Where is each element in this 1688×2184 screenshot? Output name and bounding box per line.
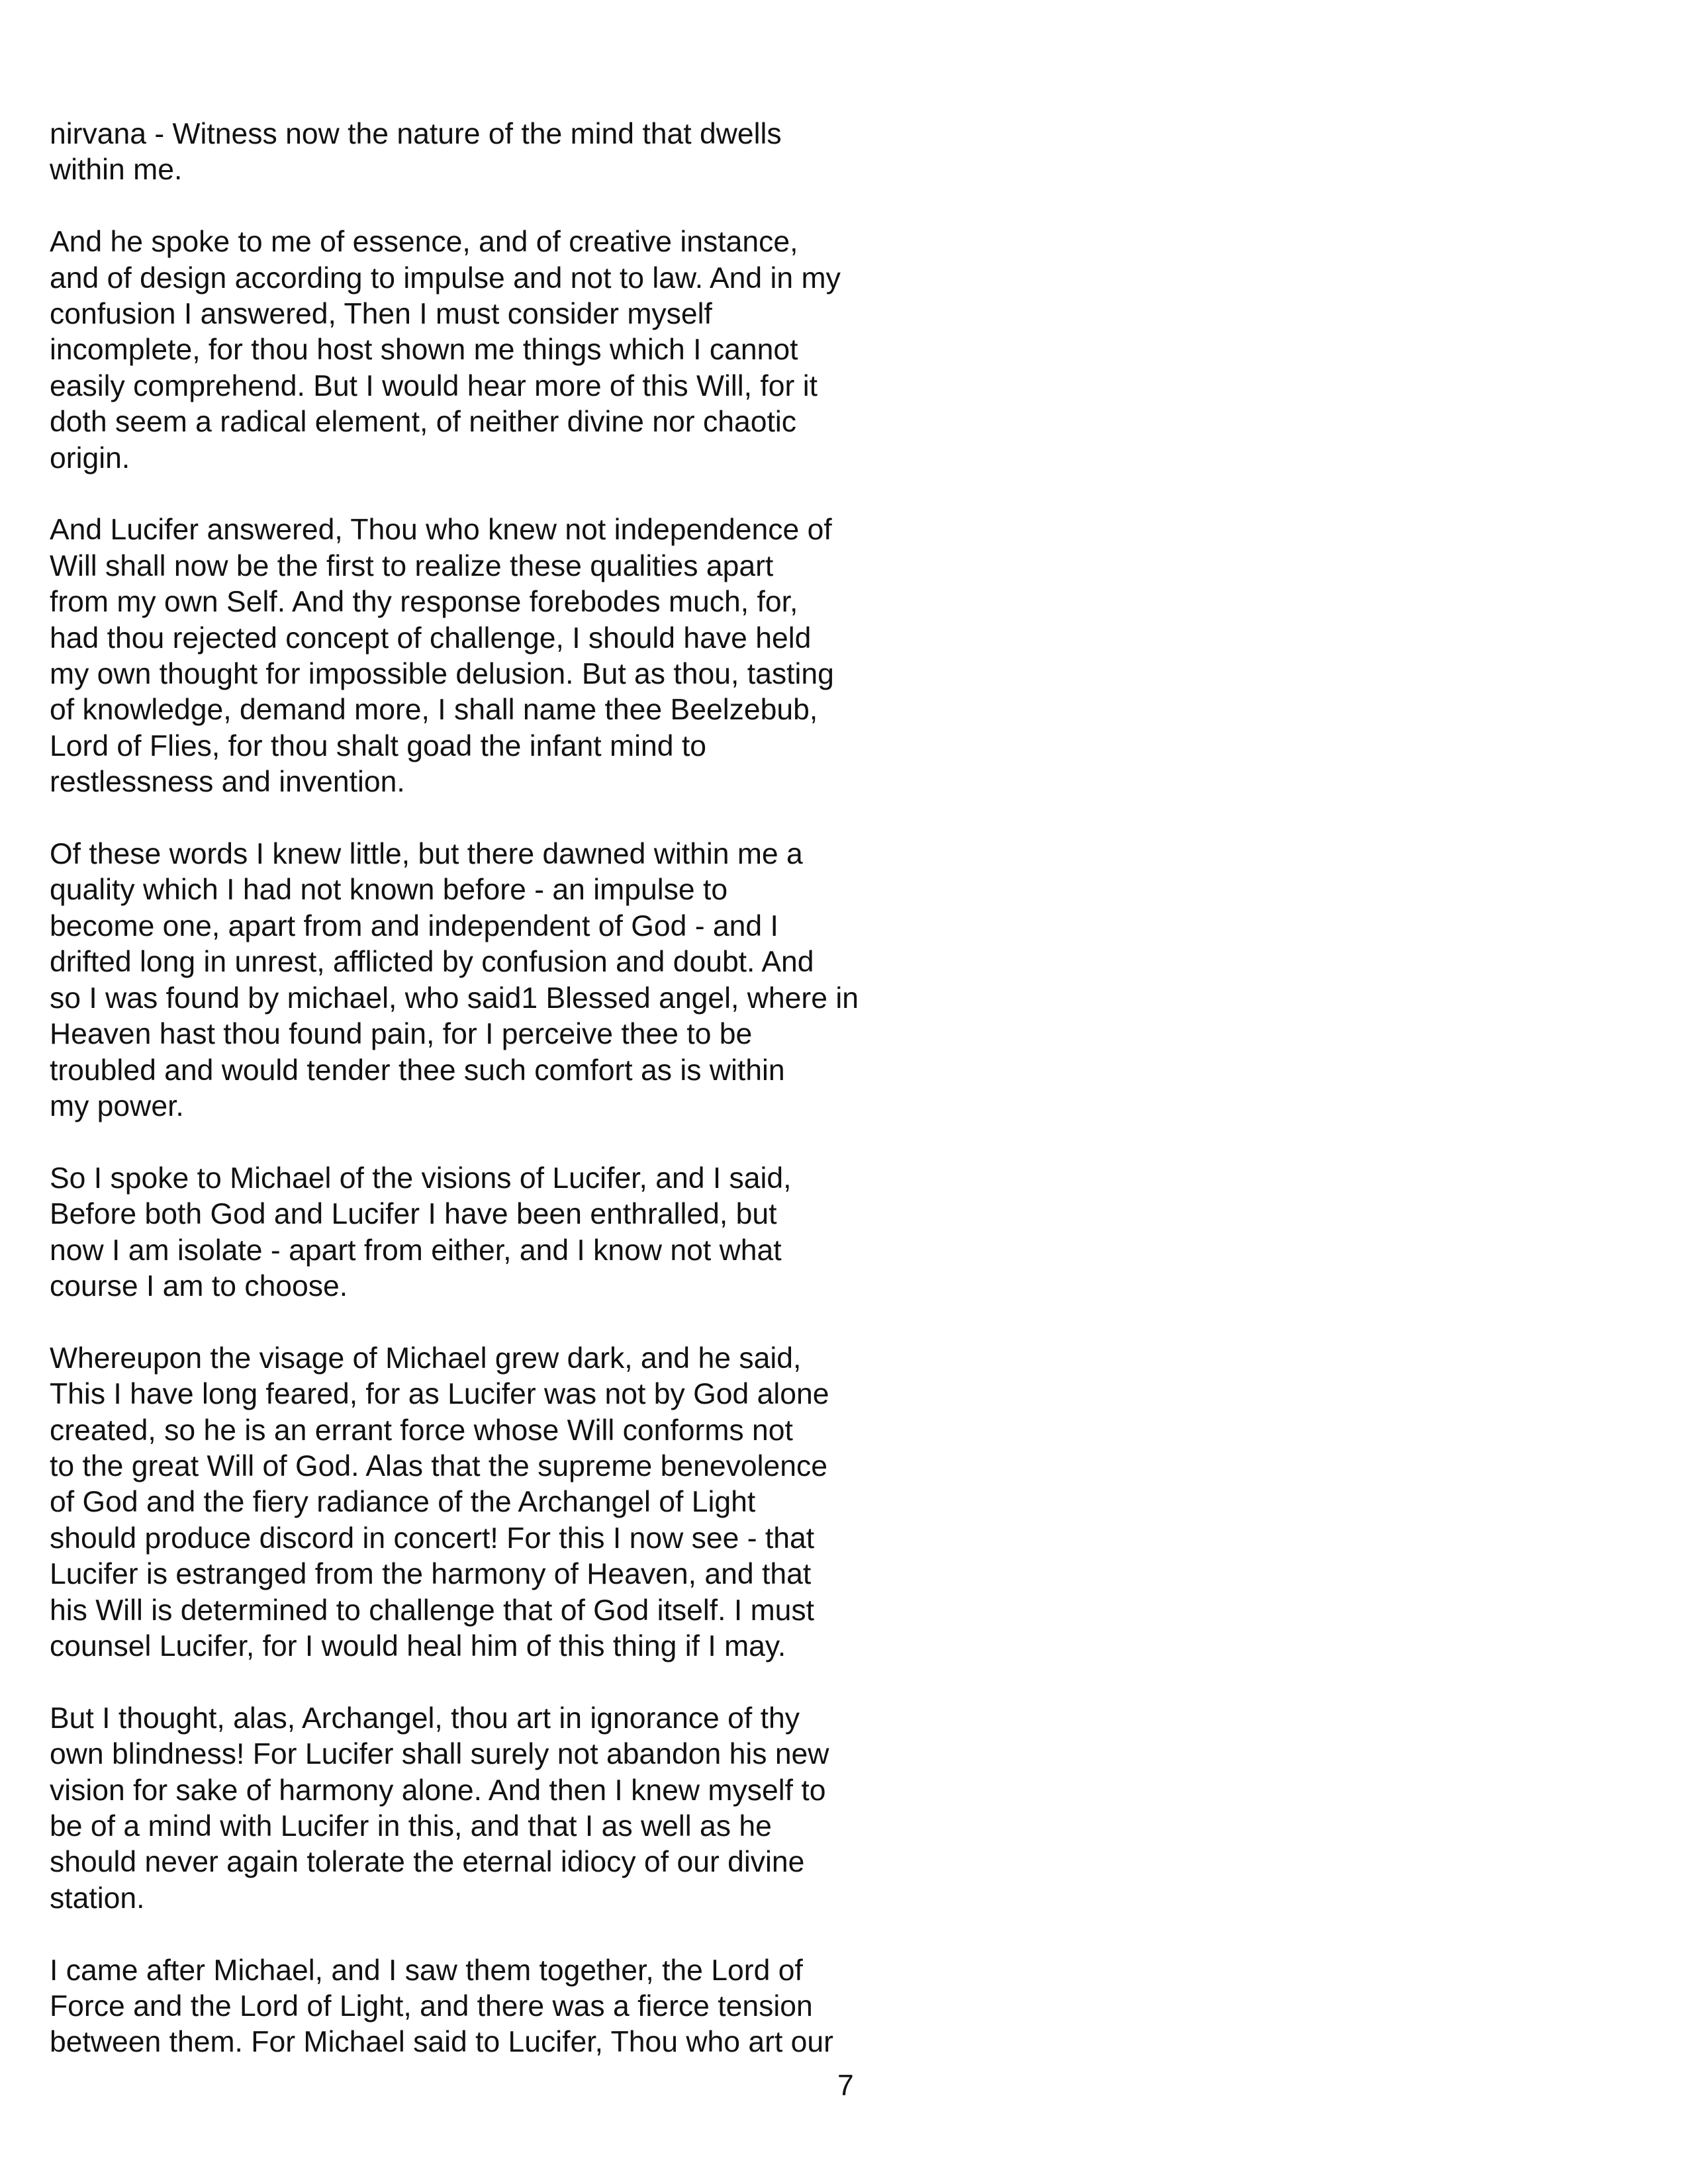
text-line: should produce discord in concert! For this I now see - that <box>50 1522 815 1555</box>
paragraph <box>50 1161 910 1305</box>
text-line: troubled and would tender thee such comfort as is within <box>50 1054 785 1087</box>
text-line: easily comprehend. But I would hear more of this Will, for it <box>50 369 818 402</box>
text-line: confusion I answered, Then I must consider myself <box>50 298 712 331</box>
text-line: his Will is determined to challenge that of God itself. I must <box>50 1594 815 1627</box>
text-line: should never again tolerate the eternal idiocy of our divine <box>50 1846 805 1879</box>
text-line: And he spoke to me of essence, and of creative instance, <box>50 226 798 259</box>
paragraph <box>50 512 910 800</box>
text-line: my power. <box>50 1089 184 1122</box>
text-line: own blindness! For Lucifer shall surely not abandon his new <box>50 1738 829 1771</box>
text-line: become one, apart from and independent of God - and I <box>50 909 778 942</box>
text-line: between them. For Michael said to Lucifer, Thou who art our <box>50 2026 833 2059</box>
text-line: restlessness and invention. <box>50 766 405 799</box>
text-line: Will shall now be the first to realize these qualities apart <box>50 549 774 582</box>
text-line: nirvana - Witness now the nature of the mind that dwells <box>50 118 782 150</box>
text-line: Heaven hast thou found pain, for I perceive thee to be <box>50 1018 753 1051</box>
paragraph <box>50 1701 910 1917</box>
text-line: drifted long in unrest, afflicted by confusion and doubt. And <box>50 946 814 979</box>
text-line: But I thought, alas, Archangel, thou art in ignorance of thy <box>50 1702 800 1735</box>
text-line: Of these words I knew little, but there dawned within me a <box>50 838 803 871</box>
text-line: Lord of Flies, for thou shalt goad the infant mind to <box>50 729 706 762</box>
text-line: be of a mind with Lucifer in this, and that I as well as he <box>50 1810 772 1843</box>
text-line: to the great Will of God. Alas that the supreme benevolence <box>50 1449 827 1482</box>
text-line: Whereupon the visage of Michael grew dark, and he said, <box>50 1342 802 1375</box>
text-line: and of design according to impulse and not to law. And in my <box>50 261 841 295</box>
text-line: doth seem a radical element, of neither divine nor chaotic <box>50 406 796 439</box>
text-line: So I spoke to Michael of the visions of Lucifer, and I said, <box>50 1161 792 1195</box>
paragraph <box>50 1953 910 2061</box>
text-line: This I have long feared, for as Lucifer was not by God alone <box>50 1378 829 1411</box>
text-line: created, so he is an errant force whose Will conforms not <box>50 1414 793 1447</box>
text-line: of God and the fiery radiance of the Archangel of Light <box>50 1486 756 1519</box>
body-text <box>50 116 910 2097</box>
text-line: counsel Lucifer, for I would heal him of this thing if I may. <box>50 1629 786 1662</box>
text-line: I came after Michael, and I saw them together, the Lord of <box>50 1954 803 1987</box>
text-line: course I am to choose. <box>50 1269 348 1302</box>
text-line: incomplete, for thou host shown me things which I cannot <box>50 334 798 367</box>
text-line: origin. <box>50 441 130 475</box>
text-line: Before both God and Lucifer I have been enthralled, but <box>50 1198 777 1231</box>
text-line: vision for sake of harmony alone. And then I knew myself to <box>50 1774 826 1807</box>
paragraph <box>50 116 910 189</box>
text-line: Lucifer is estranged from the harmony of Heaven, and that <box>50 1558 812 1591</box>
text-line: station. <box>50 1882 145 1915</box>
page-number: 7 <box>837 2070 854 2102</box>
text-line: from my own Self. And thy response forebodes much, for, <box>50 586 798 619</box>
paragraph <box>50 224 910 477</box>
text-line: my own thought for impossible delusion. But as thou, tasting <box>50 658 834 691</box>
text-line: now I am isolate - apart from either, and I know not what <box>50 1234 782 1267</box>
text-line: of knowledge, demand more, I shall name thee Beelzebub, <box>50 694 818 727</box>
text-line: Force and the Lord of Light, and there was a fierce tension <box>50 1990 813 2023</box>
text-line: within me. <box>50 154 183 187</box>
text-line: so I was found by michael, who said1 Blessed angel, where in <box>50 981 859 1015</box>
text-line: quality which I had not known before - an impulse to <box>50 874 728 907</box>
text-line: had thou rejected concept of challenge, I should have held <box>50 621 812 655</box>
paragraph <box>50 837 910 1124</box>
paragraph <box>50 1341 910 1665</box>
text-line: And Lucifer answered, Thou who knew not independence of <box>50 514 832 547</box>
